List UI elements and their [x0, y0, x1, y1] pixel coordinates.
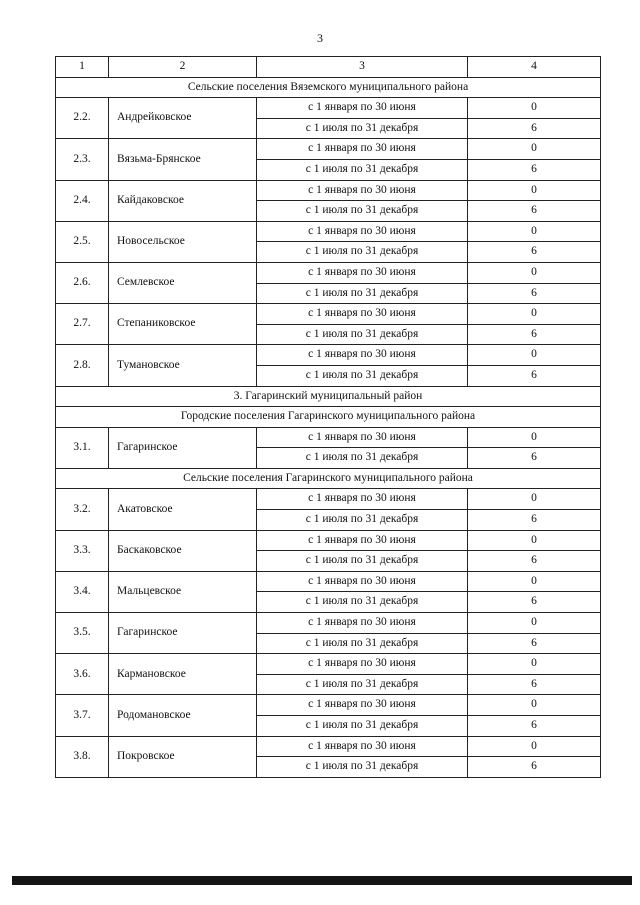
value-cell: 6 — [468, 757, 601, 778]
value-cell: 0 — [468, 262, 601, 283]
settlement-name: Покровское — [109, 736, 257, 777]
table-row — [56, 304, 601, 325]
settlement-name: Мальцевское — [109, 571, 257, 612]
value-cell: 0 — [468, 345, 601, 366]
table-row — [56, 180, 601, 201]
value-cell: 6 — [468, 118, 601, 139]
period-cell: с 1 января по 30 июня — [257, 736, 468, 757]
period-cell: с 1 января по 30 июня — [257, 221, 468, 242]
period-cell: с 1 января по 30 июня — [257, 304, 468, 325]
row-number: 2.3. — [56, 139, 109, 180]
settlement-name: Вязьма-Брянское — [109, 139, 257, 180]
settlement-name: Степаниковское — [109, 304, 257, 345]
settlement-name: Кайдаковское — [109, 180, 257, 221]
section-title: 3. Гагаринский муниципальный район — [56, 386, 601, 407]
value-cell: 6 — [468, 324, 601, 345]
row-number: 2.7. — [56, 304, 109, 345]
row-number: 2.8. — [56, 345, 109, 386]
settlement-name: Кармановское — [109, 654, 257, 695]
section-title: Сельские поселения Гагаринского муниципального района — [56, 468, 601, 489]
period-cell: с 1 января по 30 июня — [257, 139, 468, 160]
value-cell: 0 — [468, 736, 601, 757]
row-number: 3.8. — [56, 736, 109, 777]
period-cell: с 1 июля по 31 декабря — [257, 633, 468, 654]
settlement-name: Новосельское — [109, 221, 257, 262]
period-cell: с 1 июля по 31 декабря — [257, 118, 468, 139]
table-row — [56, 530, 601, 551]
value-cell: 6 — [468, 159, 601, 180]
settlement-name: Акатовское — [109, 489, 257, 530]
table-row — [56, 427, 601, 448]
row-number: 3.7. — [56, 695, 109, 736]
period-cell: с 1 января по 30 июня — [257, 427, 468, 448]
value-cell: 0 — [468, 654, 601, 675]
settlement-name: Андрейковское — [109, 98, 257, 139]
table-row — [56, 613, 601, 634]
row-number: 3.1. — [56, 427, 109, 468]
column-header: 2 — [109, 57, 257, 78]
settlement-name: Гагаринское — [109, 613, 257, 654]
period-cell: с 1 июля по 31 декабря — [257, 159, 468, 180]
bottom-rule — [12, 876, 632, 885]
page-number: 3 — [317, 31, 323, 45]
table-row — [56, 345, 601, 366]
period-cell: с 1 июля по 31 декабря — [257, 674, 468, 695]
row-number: 3.2. — [56, 489, 109, 530]
period-cell: с 1 июля по 31 декабря — [257, 510, 468, 531]
tariff-table — [55, 56, 601, 778]
row-number: 3.5. — [56, 613, 109, 654]
period-cell: с 1 января по 30 июня — [257, 695, 468, 716]
period-cell: с 1 июля по 31 декабря — [257, 757, 468, 778]
period-cell: с 1 июля по 31 декабря — [257, 365, 468, 386]
value-cell: 0 — [468, 98, 601, 119]
settlement-name: Гагаринское — [109, 427, 257, 468]
value-cell: 6 — [468, 551, 601, 572]
table-row — [56, 489, 601, 510]
value-cell: 6 — [468, 633, 601, 654]
period-cell: с 1 июля по 31 декабря — [257, 324, 468, 345]
table-row — [56, 654, 601, 675]
table-row — [56, 98, 601, 119]
section-title: Сельские поселения Вяземского муниципального района — [56, 77, 601, 98]
table-row — [56, 736, 601, 757]
period-cell: с 1 января по 30 июня — [257, 262, 468, 283]
header-row — [56, 57, 601, 78]
settlement-name: Баскаковское — [109, 530, 257, 571]
column-header: 3 — [257, 57, 468, 78]
period-cell: с 1 января по 30 июня — [257, 98, 468, 119]
value-cell: 0 — [468, 530, 601, 551]
row-number: 3.3. — [56, 530, 109, 571]
section-title: Городские поселения Гагаринского муниципального района — [56, 407, 601, 428]
row-number: 3.4. — [56, 571, 109, 612]
period-cell: с 1 июля по 31 декабря — [257, 592, 468, 613]
value-cell: 0 — [468, 304, 601, 325]
value-cell: 0 — [468, 427, 601, 448]
value-cell: 6 — [468, 365, 601, 386]
value-cell: 6 — [468, 448, 601, 469]
column-header: 1 — [56, 57, 109, 78]
value-cell: 6 — [468, 592, 601, 613]
period-cell: с 1 июля по 31 декабря — [257, 448, 468, 469]
table-row — [56, 221, 601, 242]
period-cell: с 1 января по 30 июня — [257, 180, 468, 201]
value-cell: 0 — [468, 613, 601, 634]
row-number: 2.6. — [56, 262, 109, 303]
period-cell: с 1 января по 30 июня — [257, 489, 468, 510]
value-cell: 6 — [468, 242, 601, 263]
value-cell: 0 — [468, 489, 601, 510]
period-cell: с 1 июля по 31 декабря — [257, 242, 468, 263]
table-body — [56, 57, 601, 778]
column-header: 4 — [468, 57, 601, 78]
period-cell: с 1 января по 30 июня — [257, 530, 468, 551]
section-row — [56, 468, 601, 489]
period-cell: с 1 июля по 31 декабря — [257, 716, 468, 737]
period-cell: с 1 января по 30 июня — [257, 345, 468, 366]
section-row — [56, 386, 601, 407]
period-cell: с 1 июля по 31 декабря — [257, 551, 468, 572]
row-number: 2.2. — [56, 98, 109, 139]
value-cell: 0 — [468, 571, 601, 592]
period-cell: с 1 июля по 31 декабря — [257, 201, 468, 222]
value-cell: 0 — [468, 695, 601, 716]
settlement-name: Тумановское — [109, 345, 257, 386]
settlement-name: Семлевское — [109, 262, 257, 303]
value-cell: 0 — [468, 221, 601, 242]
period-cell: с 1 января по 30 июня — [257, 654, 468, 675]
value-cell: 0 — [468, 180, 601, 201]
row-number: 3.6. — [56, 654, 109, 695]
section-row — [56, 77, 601, 98]
table-row — [56, 139, 601, 160]
value-cell: 6 — [468, 510, 601, 531]
row-number: 2.4. — [56, 180, 109, 221]
value-cell: 6 — [468, 283, 601, 304]
table-row — [56, 262, 601, 283]
settlement-name: Родомановское — [109, 695, 257, 736]
table-row — [56, 695, 601, 716]
period-cell: с 1 января по 30 июня — [257, 613, 468, 634]
period-cell: с 1 июля по 31 декабря — [257, 283, 468, 304]
row-number: 2.5. — [56, 221, 109, 262]
value-cell: 6 — [468, 674, 601, 695]
table-row — [56, 571, 601, 592]
value-cell: 0 — [468, 139, 601, 160]
value-cell: 6 — [468, 716, 601, 737]
section-row — [56, 407, 601, 428]
period-cell: с 1 января по 30 июня — [257, 571, 468, 592]
value-cell: 6 — [468, 201, 601, 222]
